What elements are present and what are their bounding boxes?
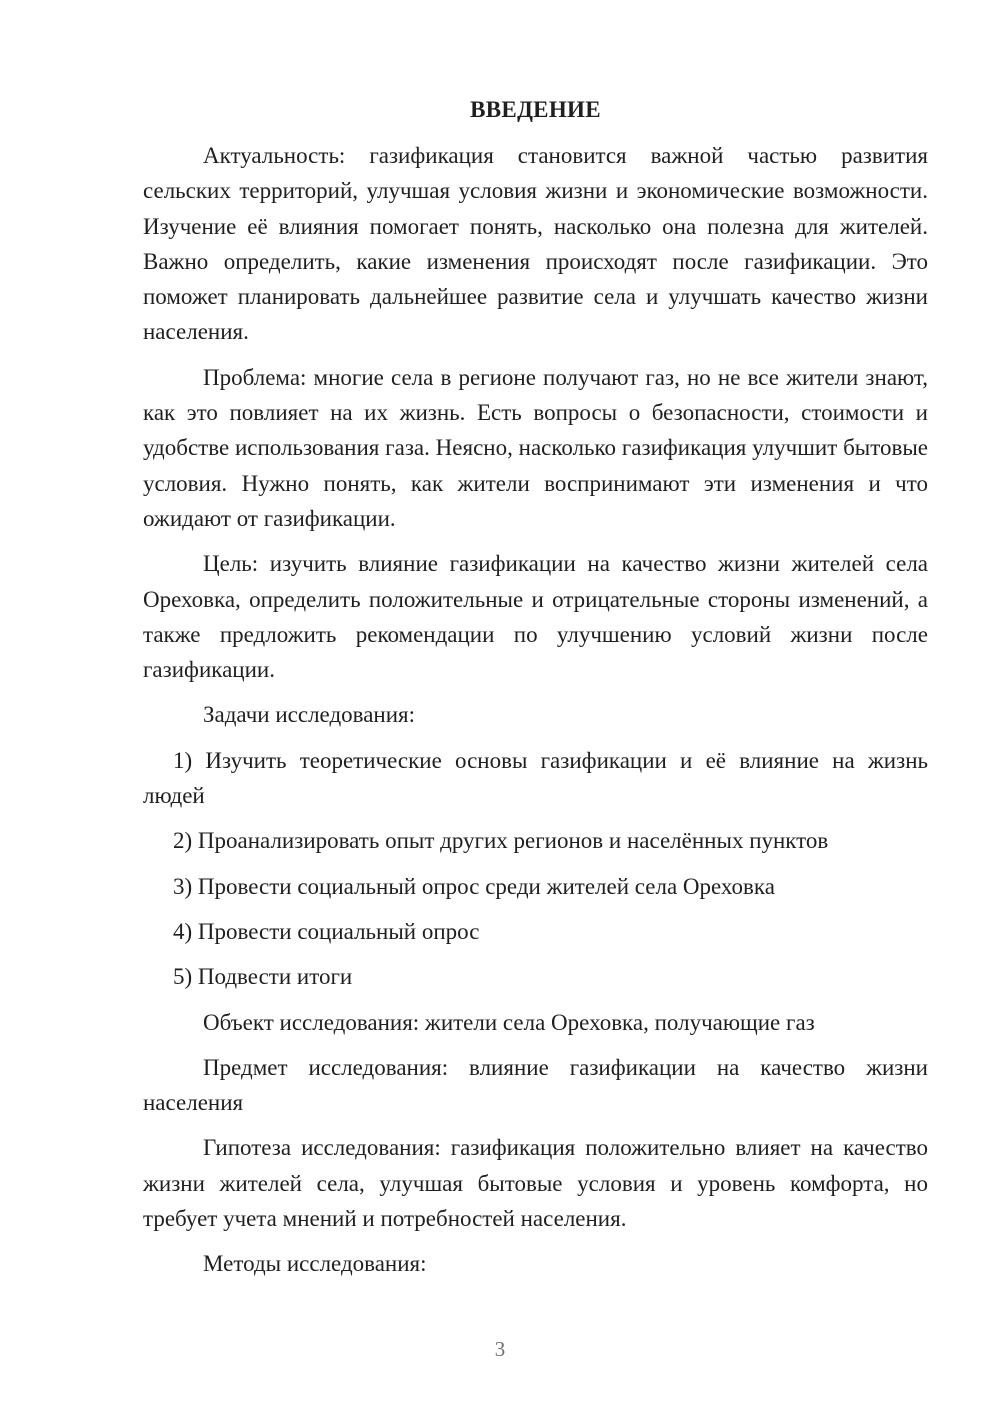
task-item: 4) Провести социальный опрос <box>173 918 480 944</box>
relevance-paragraph: Актуальность: газификация становится важной частью развития сельских территорий, улучшая условия жизни и экономические возможности. Изучение её влияния помогает понять, насколько она полезна для жителей. Важно определить, какие изменения происходят после газификации. Это поможет планировать дальнейшее развитие села и улучшать качество жизни населения. <box>143 143 928 345</box>
object-paragraph: Объект исследования: жители села Ореховка, получающие газ <box>203 1009 815 1035</box>
subject-paragraph: Предмет исследования: влияние газификации на качество жизни населения <box>143 1054 928 1116</box>
task-item: 2) Проанализировать опыт других регионов и населённых пунктов <box>173 828 829 854</box>
problem-paragraph: Проблема: многие села в регионе получают газ, но не все жители знают, как это повлияет на их жизнь. Есть вопросы о безопасности, стоимости и удобстве использования газа. Неясно, насколько газификация улучшит бытовые условия. Нужно понять, как жители воспринимают эти изменения и что ожидают от газификации. <box>143 364 928 531</box>
tasks-list <box>143 743 928 995</box>
section-title: ВВЕДЕНИЕ <box>470 97 601 122</box>
hypothesis-paragraph: Гипотеза исследования: газификация положительно влияет на качество жизни жителей села, улучшая бытовые условия и уровень комфорта, но требует учета мнений и потребностей населения. <box>143 1135 928 1232</box>
task-item: 1) Изучить теоретические основы газификации и её влияние на жизнь людей <box>143 747 928 809</box>
page-content <box>143 90 928 1292</box>
methods-heading: Методы исследования: <box>203 1251 427 1277</box>
page-number: 3 <box>494 1337 506 1361</box>
tasks-heading: Задачи исследования: <box>203 702 416 728</box>
task-item: 5) Подвести итоги <box>173 964 353 990</box>
goal-paragraph: Цель: изучить влияние газификации на качество жизни жителей села Ореховка, определить положительные и отрицательные стороны изменений, а также предложить рекомендации по улучшению условий жизни после газификации. <box>143 551 928 683</box>
task-item: 3) Провести социальный опрос среди жителей села Ореховка <box>173 873 775 899</box>
